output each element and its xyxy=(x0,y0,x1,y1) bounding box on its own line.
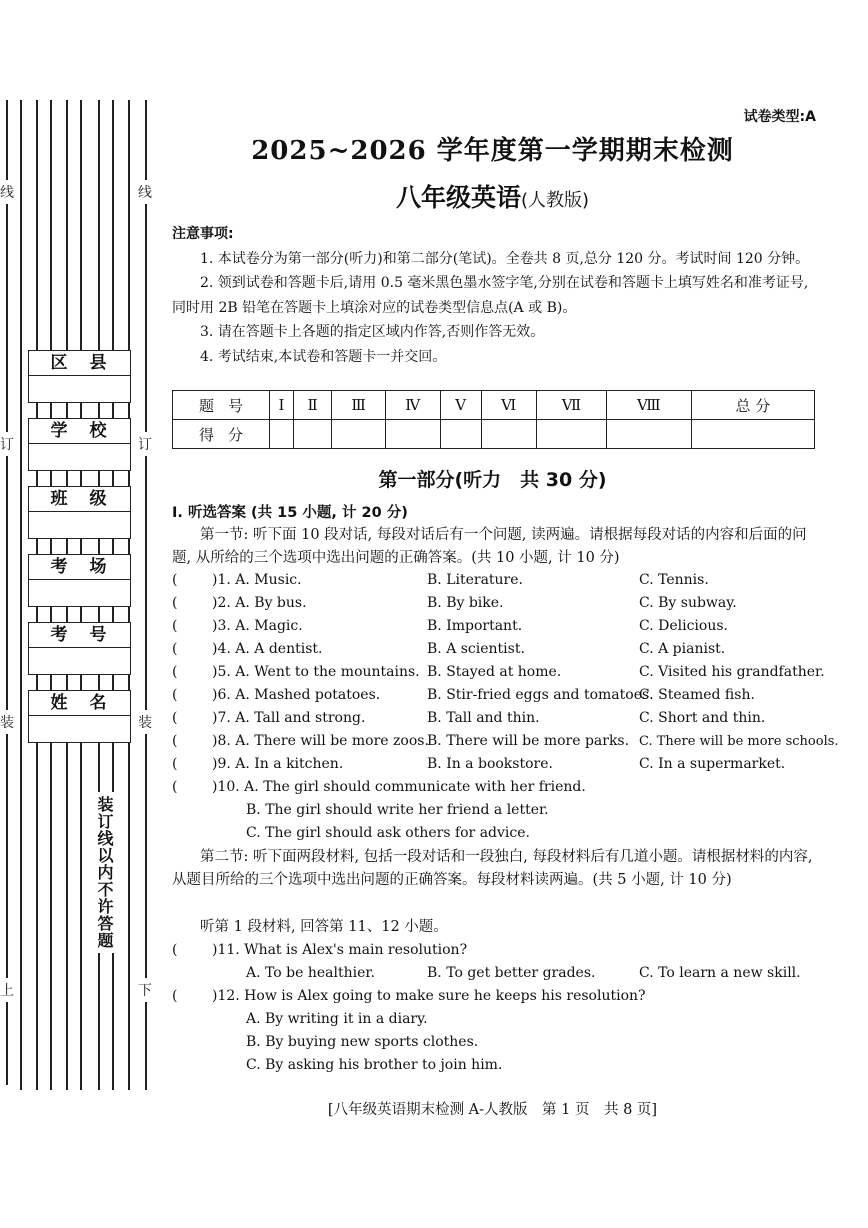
option-c: C. In a supermarket. xyxy=(639,756,786,772)
option-c: C. By asking his brother to join him. xyxy=(246,1057,503,1073)
answer-blank[interactable]: ( xyxy=(172,572,178,588)
notice-item: 2. 领到试卷和答题卡后,请用 0.5 毫米黑色墨水签字笔,分别在试卷和答题卡上填写姓名和准考证号,同时用 2B 铅笔在答题卡上填涂对应的试卷类型信息点(A 或 B)。 xyxy=(172,275,809,316)
question-stem: )11. What is Alex's main resolution? xyxy=(212,942,468,958)
score-cell[interactable] xyxy=(332,420,385,449)
option-c: C. Delicious. xyxy=(639,618,728,634)
info-fill-field[interactable] xyxy=(29,444,130,470)
option-c: C. To learn a new skill. xyxy=(639,965,801,981)
binding-notice: 装订线以内不许答题 xyxy=(86,792,116,953)
score-cell[interactable] xyxy=(481,420,536,449)
info-label: 考号 xyxy=(29,623,130,648)
option-c: C. A pianist. xyxy=(639,641,726,657)
score-cell[interactable] xyxy=(606,420,691,449)
option-c: C. Visited his grandfather. xyxy=(639,664,825,680)
option-line xyxy=(172,799,822,822)
notice-item: 1. 本试卷分为第一部分(听力)和第二部分(笔试)。全卷共 8 页,总分 120 分。考试时间 120 分钟。 xyxy=(200,250,810,267)
info-box-class xyxy=(28,486,131,539)
option-c: C. Short and thin. xyxy=(639,710,766,726)
score-cell[interactable] xyxy=(385,420,440,449)
answer-blank[interactable]: ( xyxy=(172,733,178,749)
score-table xyxy=(172,390,815,449)
option-a: )5. A. Went to the mountains. xyxy=(212,664,420,680)
option-line xyxy=(172,1008,822,1031)
question-row xyxy=(172,569,822,592)
table-header-cell: Ⅶ xyxy=(536,391,606,420)
info-label: 区县 xyxy=(29,351,130,376)
paper-type: 试卷类型:A xyxy=(743,109,816,125)
score-cell[interactable] xyxy=(293,420,332,449)
answer-blank[interactable]: ( xyxy=(172,942,178,958)
bind-line-mark: 订 xyxy=(0,432,14,456)
score-cell[interactable] xyxy=(270,420,294,449)
notice-item: 3. 请在答题卡上各题的指定区域内作答,否则作答无效。 xyxy=(200,324,545,340)
option-b: B. By buying new sports clothes. xyxy=(246,1034,479,1050)
exam-notice xyxy=(172,222,816,369)
table-row xyxy=(173,391,815,420)
question-row xyxy=(172,661,825,684)
info-label: 班级 xyxy=(29,487,130,512)
option-c: C. The girl should ask others for advice. xyxy=(246,825,530,841)
option-a: )4. A. A dentist. xyxy=(212,641,323,657)
table-header-cell: Ⅳ xyxy=(385,391,440,420)
option-a: A. By writing it in a diary. xyxy=(246,1011,428,1027)
option-a: )9. A. In a kitchen. xyxy=(212,756,344,772)
option-c: C. Steamed fish. xyxy=(639,687,755,703)
info-fill-field[interactable] xyxy=(29,512,130,538)
option-a: )3. A. Magic. xyxy=(212,618,303,634)
question-row xyxy=(172,684,822,707)
table-header-cell: 总 分 xyxy=(691,391,814,420)
info-label: 学校 xyxy=(29,419,130,444)
exam-title: 2025~2026 学年度第一学期期末检测 xyxy=(251,136,734,166)
option-b: B. The girl should write her friend a letter. xyxy=(246,802,549,818)
question-row xyxy=(172,753,822,776)
info-fill-field[interactable] xyxy=(29,716,130,742)
score-cell[interactable] xyxy=(536,420,606,449)
answer-blank[interactable]: ( xyxy=(172,710,178,726)
option-line xyxy=(172,962,822,985)
option-b: B. Stir-fried eggs and tomatoes. xyxy=(427,687,654,703)
question-stem: )12. How is Alex going to make sure he keeps his resolution? xyxy=(212,988,646,1004)
option-b: B. Stayed at home. xyxy=(427,664,562,680)
option-a: A. To be healthier. xyxy=(246,965,375,981)
table-row xyxy=(173,420,815,449)
answer-blank[interactable]: ( xyxy=(172,664,178,680)
part-title: 第一部分(听力 共 30 分) xyxy=(378,469,607,491)
cut-line-mark: 线 xyxy=(138,180,152,204)
question-row xyxy=(172,730,839,753)
section-instruction: 第二节: 听下面两段材料, 包括一段对话和一段独白, 每段材料后有几道小题。请根据材料的内容, 从题目所给的三个选项中选出问题的正确答案。每段材料读两遍。(共 5 小题, 计 10 分) xyxy=(172,849,813,888)
option-b: B. Literature. xyxy=(427,572,523,588)
info-label: 姓名 xyxy=(29,691,130,716)
answer-blank[interactable]: ( xyxy=(172,641,178,657)
answer-blank[interactable]: ( xyxy=(172,595,178,611)
edition: (人教版) xyxy=(520,190,590,211)
subject-name: 八年级英语 xyxy=(395,183,521,212)
cut-line-mark: 线 xyxy=(0,180,14,204)
option-line xyxy=(172,822,822,845)
option-a: )7. A. Tall and strong. xyxy=(212,710,366,726)
notice-item: 4. 考试结束,本试卷和答题卡一并交回。 xyxy=(200,348,447,365)
table-header-cell: Ⅲ xyxy=(332,391,385,420)
option-b: B. Important. xyxy=(427,618,523,634)
info-box-district xyxy=(28,350,131,403)
question-row xyxy=(172,776,822,799)
answer-blank[interactable]: ( xyxy=(172,618,178,634)
question-row xyxy=(172,592,822,615)
section-title: Ⅰ. 听选答案 (共 15 小题, 计 20 分) xyxy=(172,505,408,521)
answer-blank[interactable]: ( xyxy=(172,779,178,795)
score-cell[interactable] xyxy=(440,420,481,449)
bind-line-mark: 订 xyxy=(138,432,152,456)
info-box-school xyxy=(28,418,131,471)
option-b: B. By bike. xyxy=(427,595,504,611)
option-line xyxy=(172,1031,822,1054)
info-box-exam-room xyxy=(28,554,131,607)
staple-line-mark: 装 xyxy=(138,710,152,734)
bottom-edge-mark: 下 xyxy=(138,978,152,1002)
option-b: B. To get better grades. xyxy=(427,965,596,981)
option-b: B. A scientist. xyxy=(427,641,525,657)
table-header-cell: Ⅵ xyxy=(481,391,536,420)
option-b: B. Tall and thin. xyxy=(427,710,540,726)
notice-heading: 注意事项: xyxy=(172,226,234,242)
option-b: B. There will be more parks. xyxy=(427,733,630,749)
staple-line-mark: 装 xyxy=(0,710,14,734)
option-a: )8. A. There will be more zoos. xyxy=(212,733,429,749)
exam-subject xyxy=(170,178,815,214)
answer-blank[interactable]: ( xyxy=(172,687,178,703)
info-box-name xyxy=(28,690,131,743)
info-fill-field[interactable] xyxy=(29,648,130,674)
question-row xyxy=(172,707,822,730)
material-instruction: 听第 1 段材料, 回答第 11、12 小题。 xyxy=(200,919,448,935)
question-row xyxy=(172,638,822,661)
table-header-cell: Ⅱ xyxy=(293,391,332,420)
answer-blank[interactable]: ( xyxy=(172,756,178,772)
question-row xyxy=(172,615,822,638)
table-header-cell: Ⅷ xyxy=(606,391,691,420)
option-c: C. By subway. xyxy=(639,595,737,611)
page-footer: [八年级英语期末检测 A-人教版 第 1 页 共 8 页] xyxy=(327,1102,658,1118)
table-header-cell: 题号 xyxy=(173,391,270,420)
table-header-cell: Ⅴ xyxy=(440,391,481,420)
info-box-exam-number xyxy=(28,622,131,675)
score-cell[interactable] xyxy=(691,420,814,449)
info-fill-field[interactable] xyxy=(29,580,130,606)
info-fill-field[interactable] xyxy=(29,376,130,402)
option-a: )2. A. By bus. xyxy=(212,595,307,611)
table-header-cell: Ⅰ xyxy=(270,391,294,420)
option-b: B. In a bookstore. xyxy=(427,756,553,772)
info-label: 考场 xyxy=(29,555,130,580)
option-a: )6. A. Mashed potatoes. xyxy=(212,687,381,703)
option-c: C. Tennis. xyxy=(639,572,709,588)
option-line xyxy=(172,1054,822,1077)
option-a: )1. A. Music. xyxy=(212,572,302,588)
table-header-cell: 得分 xyxy=(173,420,270,449)
section-instruction: 第一节: 听下面 10 段对话, 每段对话后有一个问题, 读两遍。请根据每段对话的内容和后面的问题, 从所给的三个选项中选出问题的正确答案。(共 10 小题, 计 10 分) xyxy=(172,527,807,566)
answer-blank[interactable]: ( xyxy=(172,988,178,1004)
question-row xyxy=(172,985,822,1008)
top-edge-mark: 上 xyxy=(0,978,14,1002)
question-row xyxy=(172,939,822,962)
option-c: C. There will be more schools. xyxy=(639,734,839,749)
question-stem: )10. A. The girl should communicate with her friend. xyxy=(212,779,586,795)
